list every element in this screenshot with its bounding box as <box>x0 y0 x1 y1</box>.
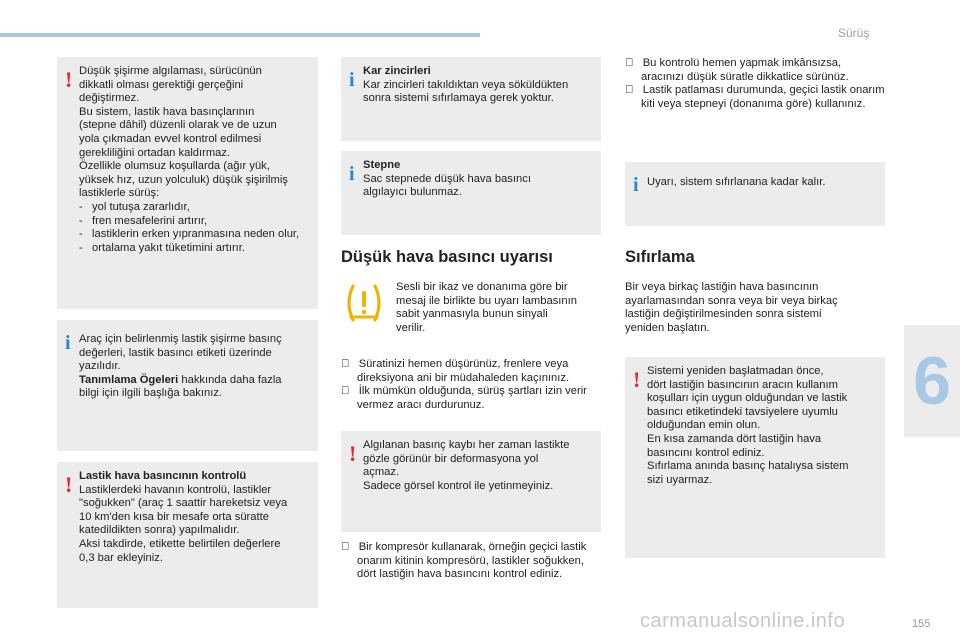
list-item: Bir kompresör kullanarak, örneğin geçici lastik onarım kitinin kompresörü, lastikler soğukken, dört lastiğin hava basıncını kontrol ediniz. <box>341 541 603 582</box>
tyre-pressure-warning-icon <box>343 282 385 324</box>
list-item: Süratinizi hemen düşürünüz, frenlere veya direksiyona ani bir müdahaleden kaçınınız. <box>341 358 603 385</box>
warning-box-reset <box>625 357 885 558</box>
warning-text: Lastik hava basıncının kontrolü Lastiklerdeki havanın kontrolü, lastikler "soğukken" (araç 1 saattir hareketsiz veya 10 km'den kısa bir mesafe orta süratte katedildikten sonra) yapılmalıdır. Aksi takdirde, etikette belirtilen değerlere 0,3 bar ekleyiniz. <box>79 470 310 565</box>
info-text: Uyarı, sistem sıfırlanana kadar kalır. <box>647 176 826 188</box>
list-item: - yol tutuşa zararlıdır, <box>79 200 190 213</box>
alert-step-compressor <box>341 541 603 582</box>
list-item: - ortalama yakıt tüketimini artırır. <box>79 241 245 254</box>
reset-paragraph: Bir veya birkaç lastiğin hava basıncının ayarlamasından sonra veya bir veya birkaç lastiğin değiştirilmesinden sonra sistemi yeniden başlatın. <box>625 281 838 334</box>
list-item: İlk mümkün olduğunda, sürüş şartları izin verir vermez aracı durdurunuz. <box>341 385 603 412</box>
alert-intro: Sesli bir ikaz ve donanıma göre bir mesaj ile birlikte bu uyarı lambasının sabit yanmasıyla bunun sinyali verilir. <box>396 281 577 334</box>
step-icon <box>625 57 633 69</box>
info-text: Araç için belirlenmiş lastik şişirme basınç değerleri, lastik basıncı etiketi üzerinde yazılıdır. Tanımlama Ögeleri hakkında daha fazla bilgi için ilgili başlığa bakınız. <box>79 333 282 400</box>
warning-text: Algılanan basınç kaybı her zaman lastikte gözle görünür bir deformasyona yol açmaz. Sadece görsel kontrol ile yetinmeyiniz. <box>363 439 570 492</box>
step-icon <box>341 541 349 553</box>
reference-link: Tanımlama Ögeleri <box>79 373 179 386</box>
info-icon: i <box>349 163 355 185</box>
warning-icon: ! <box>349 441 357 466</box>
header-bar <box>0 33 480 37</box>
watermark: carmanualsonline.info <box>640 610 846 632</box>
list-item: - lastiklerin erken yıpranmasına neden olur, <box>79 228 300 241</box>
info-box-warning-persists <box>625 162 885 226</box>
warning-box-pressure-check <box>57 462 318 608</box>
info-box-spare-wheel <box>341 151 601 235</box>
box-title: Stepne <box>363 159 401 171</box>
page-number: 155 <box>912 618 931 630</box>
box-title: Lastik hava basıncının kontrolü <box>79 470 247 482</box>
box-title: Kar zincirleri <box>363 65 431 77</box>
heading-low-pressure-alert: Düşük hava basıncı uyarısı <box>341 248 553 266</box>
warning-icon: ! <box>633 367 641 392</box>
chapter-number: 6 <box>913 343 951 419</box>
info-box-pressure-label <box>57 320 318 451</box>
warning-icon: ! <box>65 67 73 92</box>
list-item: Bu kontrolü hemen yapmak imkânsızsa, aracınızı düşük süratle dikkatlice sürünüz. <box>625 57 887 84</box>
alert-steps <box>341 358 603 412</box>
info-box-snow-chains <box>341 57 601 141</box>
warning-text: Düşük şişirme algılaması, sürücünün dikkatli olması gerektiği gerçeğini değiştirmez. Bu sistem, lastik hava basınçlarının (stepne dâhil) düzenli olarak ve de uzun yola çıkmadan evvel kontrol edilmesi gerekliliğini ortadan kaldırmaz. Özellikle olumsuz koşullarda (ağır yük, yüksek hız, uzun yolculuk) düşük şişirilmiş lastiklerle sürüş: - yol tutuşa zararlıdır, - fren mesafelerini artırır, - lastiklerin erken yıpranmasına neden olur, - ortalama yakıt tüketimini artırır. <box>79 65 310 255</box>
warning-text: Sistemi yeniden başlatmadan önce, dört lastiğin basıncının aracın kullanım koşulları için uygun olduğundan ve lastik basıncı etiketindeki tavsiyelere uyumlu olduğundan emin olun. En kısa zamanda dört lastiğin hava basıncını kontrol ediniz. Sıfırlama anında basınç hatalıysa sistem sizi uyarmaz. <box>647 365 849 486</box>
info-icon: i <box>65 332 71 354</box>
list-item: - fren mesafelerini artırır, <box>79 214 208 227</box>
info-text: Stepne Sac stepnede düşük hava basıncı algılayıcı bulunmaz. <box>363 159 593 200</box>
warning-box-deformation <box>341 431 601 532</box>
section-title: Sürüş <box>838 26 870 40</box>
col3-steps <box>625 57 887 111</box>
heading-reset: Sıfırlama <box>625 248 695 266</box>
info-text: Kar zincirleri Kar zincirleri takıldıktan veya söküldükten sonra sistemi sıfırlamaya gerek yoktur. <box>363 65 593 106</box>
warning-icon: ! <box>65 472 73 497</box>
step-icon <box>341 385 349 397</box>
warning-box-underinflation <box>57 57 318 309</box>
step-icon <box>341 358 349 370</box>
list-item: Lastik patlaması durumunda, geçici lastik onarım kiti veya stepneyi (donanıma göre) kullanınız. <box>625 84 887 111</box>
step-icon <box>625 84 633 96</box>
info-icon: i <box>633 174 639 196</box>
info-icon: i <box>349 69 355 91</box>
